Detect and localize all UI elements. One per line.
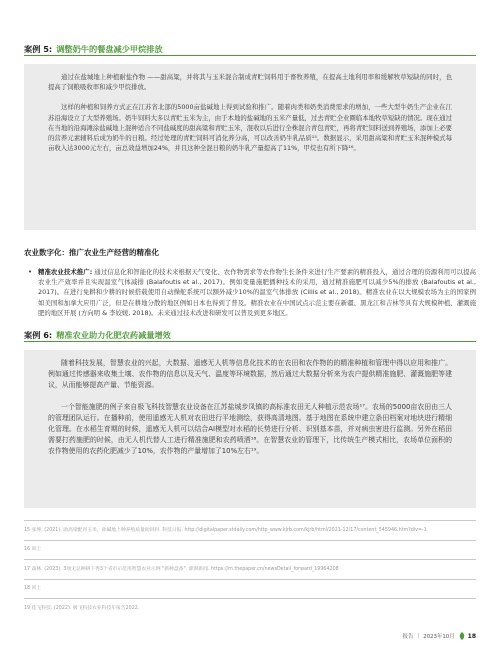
footnote-divider <box>24 520 476 521</box>
footnote-19: 19 佳飞科技. (2022). 极飞科技农业科技年报告2022. <box>24 605 140 611</box>
bullet-text <box>38 267 476 318</box>
case5-title: 调整奶牛的餐盘减少甲烷排放 <box>56 44 163 54</box>
leaf-icon <box>459 632 465 640</box>
footer-date: 2023年10月 <box>423 634 455 640</box>
page-footer <box>403 632 476 640</box>
bullet-body: 通过信息化和智能化的技术来根据天气变化、农作物需求等农作物生长条件来进行生产要素的精准投入，通过合理的资源利用可以提高农业生产效率并且实现温室气体减排 (Balafoutis et al., 2017)。例如变量施肥播种技术的采用，通过精准施肥可以减少5%的排放 (Balafoutis et al., 2017)。在进行免耕和少耕的时候搭载使用自动操舵系统可以额外减少10%的温室气体排放 (Cillis et al., 2018)。精准农业在以大规模农场为主的国家例如美国和加拿大应用广泛，但是在耕地分散的地区例如日本也得到了普及。精准农业在中国试点示范主要在新疆、黑龙江和吉林等具有大规模种植、灌溉施肥的地区开展 (方向明 & 李姣媛, 2018)。未来通过技术改进和研发可以普及到更多地区。 <box>38 268 476 317</box>
footnote-divider <box>24 598 476 599</box>
case6-paragraph-2: 一个智能施肥的例子来自极飞科技智慧农业设备在江苏盐城步凤镇的高标准农田无人种植示范农场¹⁷。农场的5000亩农田由三人的管理团队运行。在播种前，使用遥感无人机对农田进行平地测绘，获得高清地图。基于地图在系统中建立条田档案对地块进行精细化管理。在水稻生育期的时候，遥感无人机可以结合AI模型对水稻的长势进行分析、识别基本苗，并对病虫害进行监测。另外在稻田需要打药施肥的时候，由无人机代替人工进行精准施肥和农药喷洒¹⁸。在智慧农业的管理下，比传统生产模式相比，农场单位面积的农作物使用的农药化肥减少了10%，农作物的产量增加了10%左右¹⁹。 <box>48 402 452 456</box>
case5-paragraph-2: 这样的种植和饲养方式正在江苏省北部的5000亩盐碱地上得到试验和推广。随着肉类和奶类消费需求的增加，一些大型牛奶生产企业在江苏沿海设立了大型养殖场。奶牛饲料大多以青贮玉米为主，由于本地的盐碱地的玉米产量低，过去青贮全业圈临本地牧草短缺的情况。现在通过在当地的沿海滩涂盐碱地上混种适合不同盐碱度的甜高粱和青贮玉米，混收以后进行全株混合青包青贮，再将青贮饲料送到养殖场，添加上必要的营养元素辅料后成为奶牛的日粮。经过处理的青贮饲料可消化养分高，可以改善奶牛乳品质¹⁵。数据显示，采用甜高粱和青贮玉米混种模式每亩收入达3000元左右，亩总效益增加24%，并且这种全混日粮的奶牛乳产量提高了11%，甲烷也有所下降¹⁶。 <box>48 103 452 153</box>
footnote-16: 16 同上 <box>24 547 42 553</box>
page-number: 18 <box>467 632 476 640</box>
footnotes <box>24 520 476 618</box>
footnote-15: 15 张坤. (2021). 助高梁配青玉米，盐碱地上种养殖质量助饲料. 科技日报. http://digitalpaper.stdaily.com/http_www.kjrb.com/kjrb/html/2021-12/17/content_545946.htm?div=-1 <box>24 527 427 533</box>
case6-paragraph-1: 随着科技发展，智慧农业的兴起，大数据、遥感无人机等信息化技术的在农田和农作物的的精准种植和管理中得以应用和推广。例如通过传感器来收集土壤、农作物的信息以及天气、温度等环境数据，然后通过大数据分析来为农户提供精准施肥、灌溉施肥等建议，从而能够提高产量、节能资源。 <box>48 359 452 390</box>
bullet-lead: 精准农业技术推广: <box>38 268 93 276</box>
case5-header <box>24 42 476 56</box>
footnote-divider <box>24 559 476 560</box>
footnote-17: 17 森林. (2023). 3项无总种耕下秀3个省市示范用智慧农业示例 "新种盘备". 澎湃新闻. https://m.thepaper.cn/newsDetail_forward_19964208 <box>24 566 339 572</box>
footnote-18: 18 同上 <box>24 586 42 592</box>
footer-report: 报告 <box>402 634 414 640</box>
case6-header <box>24 328 476 342</box>
footnote-divider <box>24 579 476 580</box>
case5-paragraph-1: 通过在盐城地上种植耐盐作物 ——甜高粱，并将其与玉米混合制成青贮饲料用于畜牧养殖，在提高土地利用率和缓解牧草短缺的同时，也提高了饲粮吸收率和减少甲烷排放。 <box>48 73 452 92</box>
bullet-dot: • <box>28 268 33 276</box>
case5-box <box>24 64 476 230</box>
bullet-precision-agriculture <box>24 267 476 318</box>
case6-box <box>24 350 476 508</box>
case6-number: 案例 6: <box>24 330 53 340</box>
case5-number: 案例 5: <box>24 44 53 54</box>
footnote-divider <box>24 540 476 541</box>
case6-title: 精准农业助力化肥农药减量增效 <box>56 330 171 340</box>
section-title: 农业数字化：推广农业生产经营的精准化 <box>24 248 159 257</box>
footer-separator: | <box>417 633 420 639</box>
